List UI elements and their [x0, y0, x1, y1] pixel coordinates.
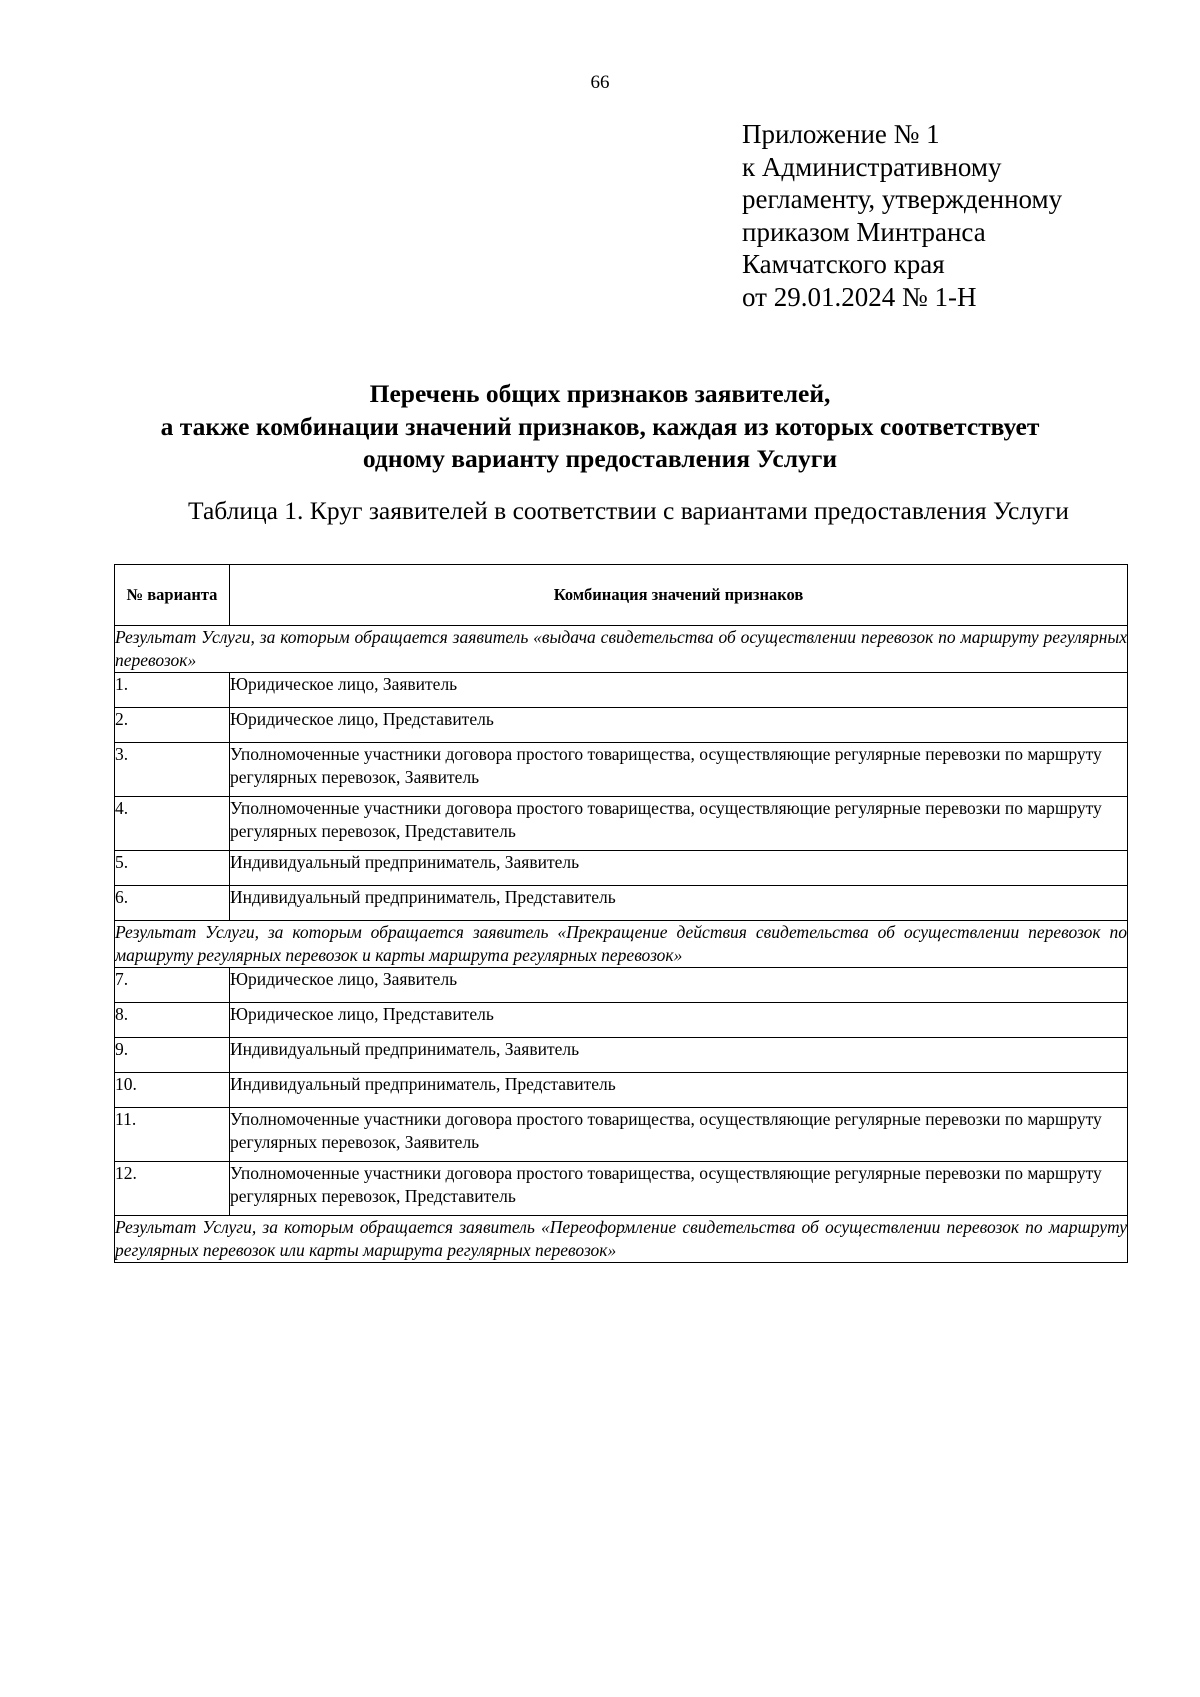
variant-combination: Индивидуальный предприниматель, Заявитель — [230, 1038, 1128, 1073]
result-row — [115, 626, 1128, 673]
table-row — [115, 1038, 1128, 1073]
title-line: а также комбинации значений признаков, каждая из которых соответствует — [160, 411, 1040, 441]
table-row — [115, 797, 1128, 851]
header-variant-number: № варианта — [115, 565, 230, 626]
table-row — [115, 708, 1128, 743]
result-row — [115, 1216, 1128, 1263]
variant-combination: Уполномоченные участники договора простого товарищества, осуществляющие регулярные перевозки по маршруту регулярных перевозок, Заявитель — [230, 1108, 1128, 1162]
variant-number: 4. — [115, 797, 230, 851]
variant-number: 7. — [115, 968, 230, 1003]
variant-number: 1. — [115, 673, 230, 708]
table-row — [115, 673, 1128, 708]
variant-combination: Юридическое лицо, Представитель — [230, 708, 1128, 743]
page-number: 66 — [590, 72, 610, 93]
title-line: Перечень общих признаков заявителей, — [369, 379, 831, 408]
variant-combination: Индивидуальный предприниматель, Представитель — [230, 1073, 1128, 1108]
variant-combination: Индивидуальный предприниматель, Представитель — [230, 886, 1128, 921]
table-row — [115, 1073, 1128, 1108]
appendix-line: от 29.01.2024 № 1-Н — [742, 281, 977, 312]
table-row — [115, 743, 1128, 797]
variant-number: 8. — [115, 1003, 230, 1038]
variant-number: 11. — [115, 1108, 230, 1162]
result-text: Результат Услуги, за которым обращается заявитель «выдача свидетельства об осуществлении перевозок по маршруту регулярных перевозок» — [115, 626, 1128, 673]
variant-combination: Уполномоченные участники договора простого товарищества, осуществляющие регулярные перевозки по маршруту регулярных перевозок, Представитель — [230, 797, 1128, 851]
appendix-line: приказом Минтранса — [742, 216, 986, 247]
table-row — [115, 886, 1128, 921]
variant-combination: Уполномоченные участники договора простого товарищества, осуществляющие регулярные перевозки по маршруту регулярных перевозок, Заявитель — [230, 743, 1128, 797]
appendix-block — [742, 118, 1062, 313]
variant-number: 2. — [115, 708, 230, 743]
title-line: одному варианту предоставления Услуги — [362, 444, 838, 473]
variant-number: 3. — [115, 743, 230, 797]
table-header-row — [115, 565, 1128, 626]
table-row — [115, 851, 1128, 886]
variant-combination: Уполномоченные участники договора простого товарищества, осуществляющие регулярные перевозки по маршруту регулярных перевозок, Представитель — [230, 1162, 1128, 1216]
result-text: Результат Услуги, за которым обращается заявитель «Прекращение действия свидетельства об осуществлении перевозок по маршруту регулярных перевозок и карты маршрута регулярных перевозок» — [115, 921, 1128, 968]
table-row — [115, 1003, 1128, 1038]
variant-combination: Индивидуальный предприниматель, Заявитель — [230, 851, 1128, 886]
variants-table — [114, 564, 1128, 1263]
variant-number: 9. — [115, 1038, 230, 1073]
result-row — [115, 921, 1128, 968]
appendix-line: регламенту, утвержденному — [742, 184, 1063, 214]
appendix-line: Камчатского края — [742, 249, 945, 279]
variant-number: 5. — [115, 851, 230, 886]
result-text: Результат Услуги, за которым обращается заявитель «Переоформление свидетельства об осуществлении перевозок по маршруту регулярных перевозок или карты маршрута регулярных перевозок» — [115, 1216, 1128, 1263]
document-title — [60, 378, 1140, 476]
table-row — [115, 1108, 1128, 1162]
table-row — [115, 968, 1128, 1003]
variant-number: 12. — [115, 1162, 230, 1216]
appendix-line: Приложение № 1 — [742, 119, 940, 149]
variant-combination: Юридическое лицо, Заявитель — [230, 968, 1128, 1003]
variant-combination: Юридическое лицо, Заявитель — [230, 673, 1128, 708]
variant-combination: Юридическое лицо, Представитель — [230, 1003, 1128, 1038]
header-combination: Комбинация значений признаков — [230, 565, 1128, 626]
variant-number: 6. — [115, 886, 230, 921]
appendix-line: к Административному — [742, 151, 1002, 182]
table-caption: Таблица 1. Круг заявителей в соответствии с вариантами предоставления Услуги — [188, 496, 1069, 525]
variant-number: 10. — [115, 1073, 230, 1108]
table-row — [115, 1162, 1128, 1216]
